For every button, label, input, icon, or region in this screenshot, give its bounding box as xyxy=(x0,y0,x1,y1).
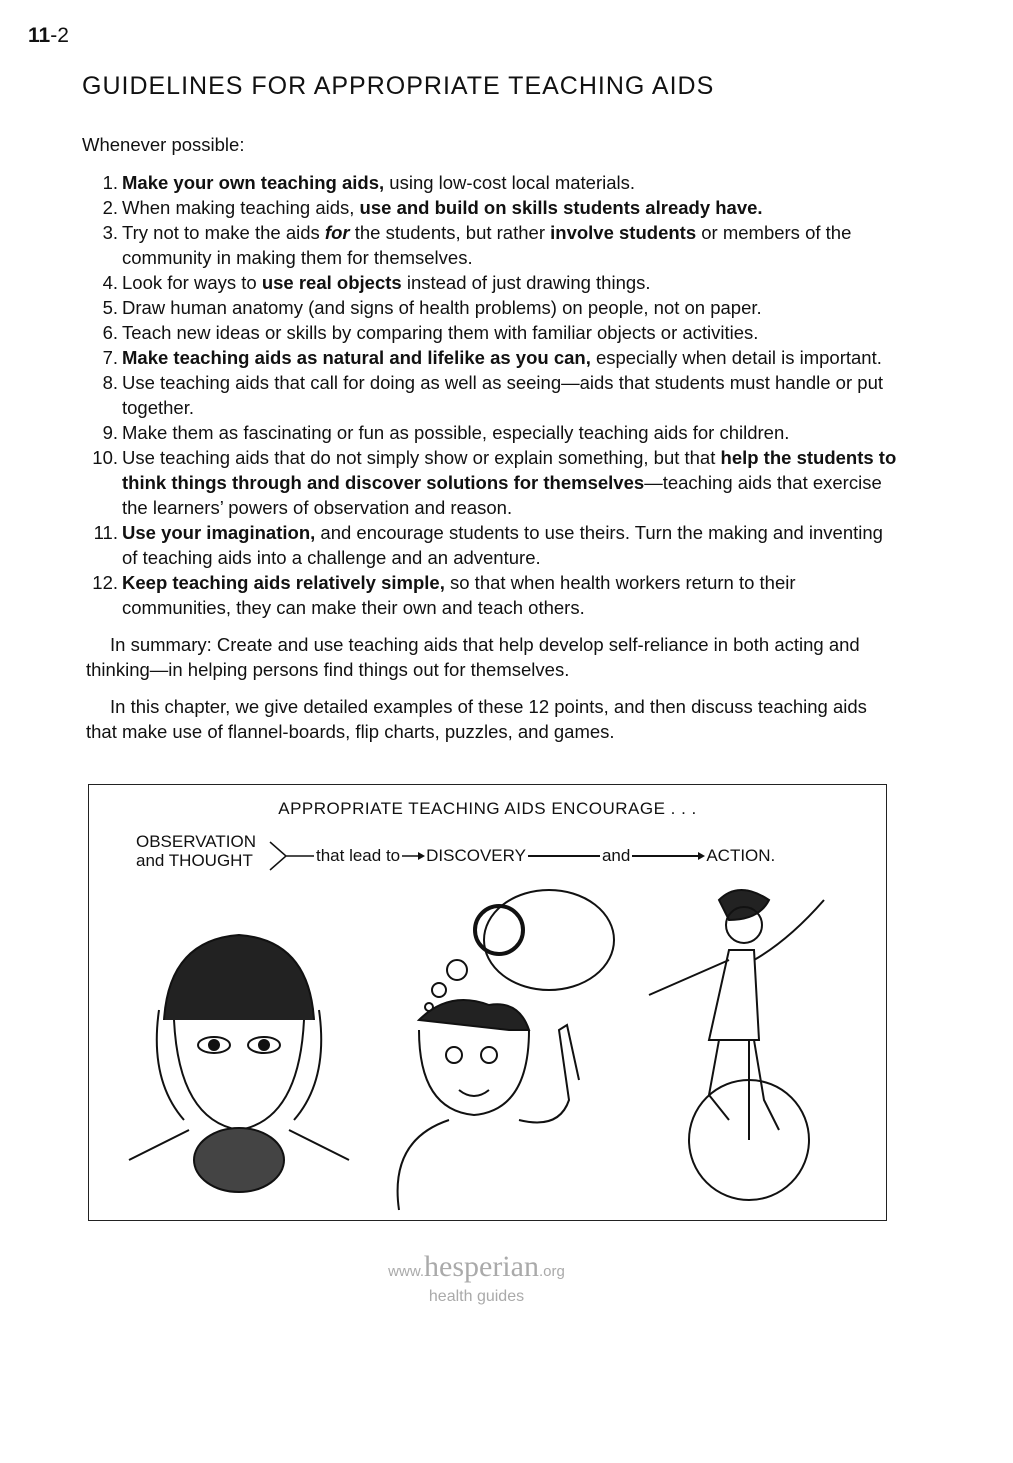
content-column xyxy=(78,170,898,1316)
emphasis-text: Make teaching aids as natural and lifelike as you can, xyxy=(122,347,591,368)
item-text: —teaching aids that exercise the learners’ powers of observation and reason. xyxy=(122,472,882,518)
item-number: 5. xyxy=(102,297,118,318)
item-number: 1. xyxy=(102,172,118,193)
item-number: 12. xyxy=(92,572,118,593)
guideline-item xyxy=(78,345,898,370)
item-text: instead of just drawing things. xyxy=(401,272,651,293)
item-number: 11. xyxy=(93,522,118,543)
summary-paragraph: In summary: Create and use teaching aids that help develop self-reliance in both acting and thinking—in helping persons find things out for themselves. xyxy=(86,634,860,680)
item-text: using low-cost local materials. xyxy=(384,172,636,193)
page-number xyxy=(28,24,69,48)
guideline-item xyxy=(78,320,898,345)
observation-label: OBSERVATION xyxy=(136,832,256,851)
emphasis-text: use and build on skills students already have. xyxy=(359,197,763,218)
logo-org: .org xyxy=(538,1263,565,1280)
emphasis-text: involve students xyxy=(550,222,697,243)
item-number: 10. xyxy=(92,447,118,468)
logo-brand: hesperian xyxy=(424,1250,539,1283)
hesperian-logo xyxy=(78,1251,875,1306)
teaching-illustration xyxy=(89,880,886,1215)
merge-brace-icon xyxy=(268,840,314,872)
item-text: Look for ways to xyxy=(122,272,262,293)
guideline-item xyxy=(78,570,898,620)
and-label: and xyxy=(601,846,631,865)
guideline-item xyxy=(78,295,898,320)
observing-child-drawing xyxy=(129,935,349,1192)
item-number: 7. xyxy=(102,347,118,368)
chapter-note-paragraph: In this chapter, we give detailed examples of these 12 points, and then discuss teaching aids that make use of flannel-boards, flip charts, puzzles, and games. xyxy=(86,696,867,742)
page-number-suffix: -2 xyxy=(50,24,69,47)
item-number: 6. xyxy=(102,322,118,343)
item-text: or members of the community in making them for themselves. xyxy=(122,222,852,268)
intro-text: Whenever possible: xyxy=(82,134,245,155)
page-title: GUIDELINES FOR APPROPRIATE TEACHING AIDS xyxy=(82,72,715,100)
item-text: Draw human anatomy (and signs of health problems) on people, not on paper. xyxy=(122,297,762,318)
item-text: Try not to make the aids xyxy=(122,222,325,243)
emphasis-text: Use your imagination, xyxy=(122,522,316,543)
figure-box xyxy=(88,784,887,1221)
item-text: Teach new ideas or skills by comparing them with familiar objects or activities. xyxy=(122,322,759,343)
guideline-item xyxy=(78,270,898,295)
item-text: and encourage students to use theirs. Turn the making and inventing of teaching aids into a challenge and an adventure. xyxy=(122,522,883,568)
logo-line xyxy=(78,1251,875,1288)
item-text: Use teaching aids that do not simply show or explain something, but that xyxy=(122,447,721,468)
emphasis-text: Make your own teaching aids, xyxy=(122,172,385,193)
item-number: 3. xyxy=(102,222,118,243)
item-number: 9. xyxy=(102,422,118,443)
item-number: 4. xyxy=(102,272,118,293)
item-text: When making teaching aids, xyxy=(122,197,360,218)
guideline-item xyxy=(78,370,898,420)
item-text: Make them as fascinating or fun as possible, especially teaching aids for children. xyxy=(122,422,790,443)
guideline-item xyxy=(78,445,898,520)
guidelines-list xyxy=(78,170,898,620)
figure-title: APPROPRIATE TEACHING AIDS ENCOURAGE . . . xyxy=(278,799,697,818)
guideline-item xyxy=(78,520,898,570)
item-text: Use teaching aids that call for doing as well as seeing—aids that students must handle or put together. xyxy=(122,372,883,418)
arrow-icon xyxy=(630,851,706,861)
guideline-item xyxy=(78,220,898,270)
guideline-item xyxy=(78,420,898,445)
guideline-item xyxy=(78,195,898,220)
logo-www: www. xyxy=(388,1263,425,1280)
item-text: the students, but rather xyxy=(349,222,551,243)
unicyclist-drawing xyxy=(649,890,824,1200)
action-label: ACTION. xyxy=(706,846,776,865)
guideline-item xyxy=(78,170,898,195)
discovery-label: DISCOVERY xyxy=(426,846,526,865)
item-text: so that when health workers return to their communities, they can make their own and teach others. xyxy=(122,572,796,618)
item-text: especially when detail is important. xyxy=(590,347,882,368)
thought-label: and THOUGHT xyxy=(136,851,253,870)
emphasis-text: help the students to think things through and discover solutions for themselves xyxy=(122,447,897,493)
thinking-child-drawing xyxy=(398,890,614,1210)
logo-tagline: health guides xyxy=(428,1288,525,1305)
lead-to-label: that lead to xyxy=(316,846,401,865)
item-number: 8. xyxy=(102,372,118,393)
emphasis-text: for xyxy=(324,222,350,243)
item-number: 2. xyxy=(102,197,118,218)
emphasis-text: use real objects xyxy=(261,272,402,293)
emphasis-text: Keep teaching aids relatively simple, xyxy=(122,572,445,593)
chapter-number: 11 xyxy=(28,24,51,47)
arrow-icon xyxy=(400,851,426,861)
line-connector xyxy=(526,851,602,861)
